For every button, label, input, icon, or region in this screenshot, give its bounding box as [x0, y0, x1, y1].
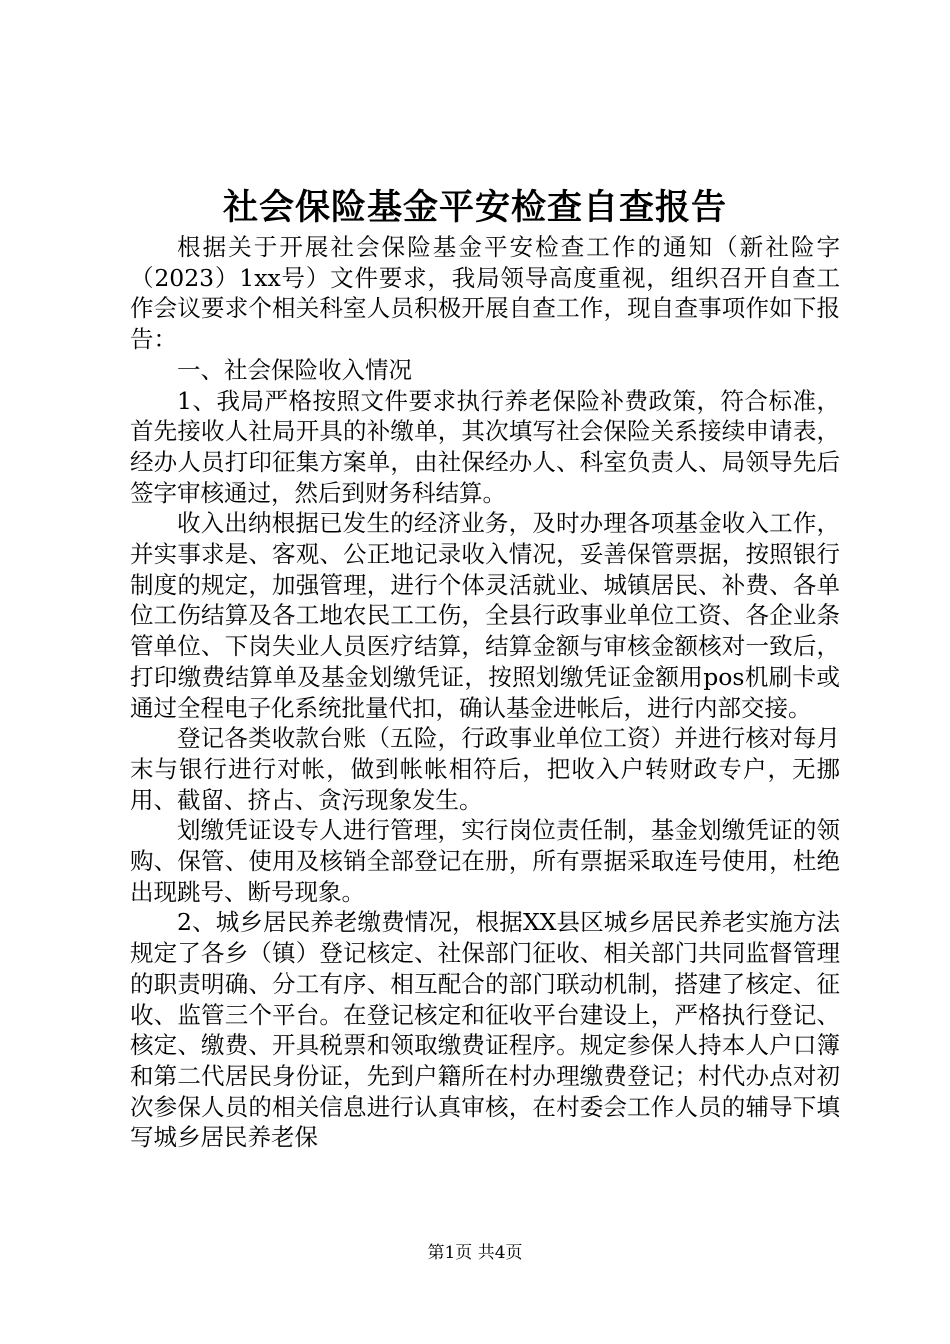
document-title: 社会保险基金平安检查自查报告 [222, 187, 727, 228]
paragraph-item-2: 2、城乡居民养老缴费情况，根据XX县区城乡居民养老实施方法规定了各乡（镇）登记核定、社保部门征收、相关部门共同监督管理的职责明确、分工有序、相互配合的部门联动机制，搭建了核定、征收、监管三个平台。在登记核定和征收平台建设上，严格执行登记、核定、缴费、开具税票和领取缴费证程序。规定参保人持本人户口簿和第二代居民身份证，先到户籍所在村办理缴费登记；村代办点对初次参保人员的相关信息进行认真审核，在村委会工作人员的辅导下填写城乡居民养老保 [130, 908, 840, 1152]
document-body [130, 232, 840, 1153]
page-number-footer: 第1页 共4页 [427, 1243, 523, 1263]
paragraph-cashier: 收入出纳根据已发生的经济业务，及时办理各项基金收入工作，并实事求是、客观、公正地记录收入情况，妥善保管票据，按照银行制度的规定，加强管理，进行个体灵活就业、城镇居民、补费、各单位工伤结算及各工地农民工工伤，全县行政事业单位工资、各企业条管单位、下岗失业人员医疗结算，结算金额与审核金额核对一致后，打印缴费结算单及基金划缴凭证，按照划缴凭证金额用pos机刷卡或通过全程电子化系统批量代扣，确认基金进帐后，进行内部交接。 [130, 509, 840, 722]
paragraph-vouchers: 划缴凭证设专人进行管理，实行岗位责任制，基金划缴凭证的领购、保管、使用及核销全部登记在册，所有票据采取连号使用，杜绝出现跳号、断号现象。 [130, 816, 840, 906]
paragraph-item-1: 1、我局严格按照文件要求执行养老保险补费政策，符合标准，首先接收人社局开具的补缴单，其次填写社会保险关系接续申请表，经办人员打印征集方案单，由社保经办人、科室负责人、局领导先后签字审核通过，然后到财务科结算。 [130, 386, 840, 507]
section-heading-income: 一、社会保险收入情况 [177, 355, 412, 384]
paragraph-intro: 根据关于开展社会保险基金平安检查工作的通知（新社险字（2023）1xx号）文件要求，我局领导高度重视，组织召开自查工作会议要求个相关科室人员积极开展自查工作，现自查事项作如下报告： [130, 233, 840, 354]
paragraph-ledger: 登记各类收款台账（五险，行政事业单位工资）并进行核对每月末与银行进行对帐，做到帐帐相符后，把收入户转财政专户，无挪用、截留、挤占、贪污现象发生。 [130, 724, 840, 814]
